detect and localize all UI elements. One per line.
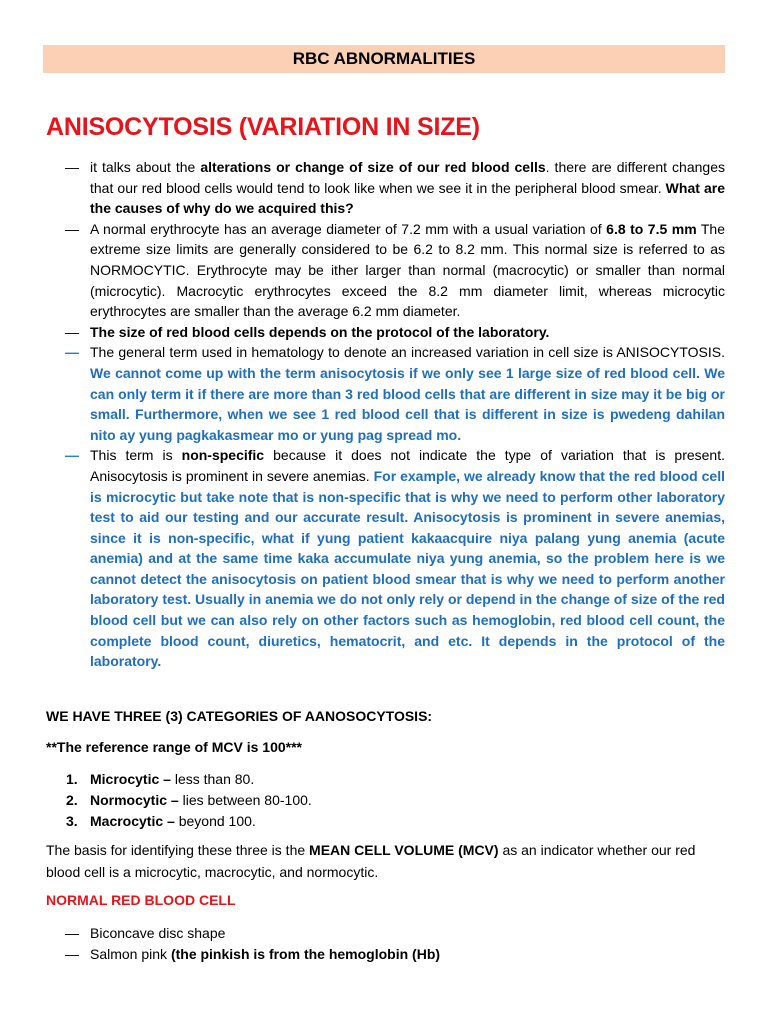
list-item: 2. Normocytic – lies between 80-100.	[66, 791, 312, 808]
dash-marker: —	[65, 220, 79, 237]
normal-rbc-list	[65, 923, 440, 964]
bullet-item: — Biconcave disc shape	[65, 923, 440, 944]
bullet-item-4: — The general term used in hematology to denote an increased variation in cell size is ANISOCYTOSIS. We cannot come up with the term anisocytosis if we only see 1 large size of red blood cell. We can only term it if there are more than 3 red blood cells that are different in size may it be big or small. Furthermore, when we see 1 red blood cell that is different in size is pwedeng dahilan nito ay yung pagkakasmear mo or yung pag spread mo.	[65, 344, 725, 443]
dash-marker: —	[65, 344, 79, 361]
bullet-item: — Salmon pink (the pinkish is from the hemoglobin (Hb)	[65, 944, 440, 965]
list-item: 3. Macrocytic – beyond 100.	[66, 812, 256, 829]
dash-marker: —	[65, 925, 79, 941]
basis-paragraph: The basis for identifying these three is the MEAN CELL VOLUME (MCV) as an indicator whether our red blood cell is a microcytic, macrocytic, and normocytic.	[46, 842, 696, 880]
page-heading: ANISOCYTOSIS (VARIATION IN SIZE)	[46, 113, 480, 141]
dash-marker: —	[65, 447, 79, 464]
list-item: 1. Microcytic – less than 80.	[66, 771, 255, 787]
reference-note: **The reference range of MCV is 100***	[46, 739, 302, 755]
bullet-item-1: — it talks about the alterations or change of size of our red blood cells. there are different changes that our red blood cells would tend to look like when we see it in the peripheral blood smear. What are the causes of why do we acquired this?	[65, 159, 725, 217]
bullet-item-3: — The size of red blood cells depends on the protocol of the laboratory.	[65, 322, 725, 343]
dash-marker: —	[65, 945, 79, 962]
bullet-item-2: — A normal erythrocyte has an average diameter of 7.2 mm with a usual variation of 6.8 to 7.5 mm The extreme size limits are generally considered to be 6.2 to 8.2 mm. This normal size is referred to as NORMOCYTIC. Erythrocyte may be ither larger than normal (macrocytic) or smaller than normal (microcytic). Macrocytic erythrocytes exceed the 8.2 mm diameter limit, whereas microcytic erythrocytes are smaller than the average 6.2 mm diameter.	[65, 220, 725, 320]
category-list	[66, 769, 312, 831]
normal-rbc-heading: NORMAL RED BLOOD CELL	[46, 892, 236, 908]
dash-marker: —	[65, 159, 79, 175]
dash-marker: —	[65, 323, 79, 340]
bullet-list	[65, 157, 725, 672]
categories-heading: WE HAVE THREE (3) CATEGORIES OF AANOSOCYTOSIS:	[46, 708, 433, 724]
bullet-item-5: — This term is non-specific because it does not indicate the type of variation that is present. Anisocytosis is prominent in severe anemias. For example, we already know that the red blood cell is microcytic but take note that is non-specific that is why we need to perform other laboratory test to aid our testing and our accurate result. Anisocytosis is prominent in severe anemias, since it is non-specific, what if yung patient kakaacquire niya palang yung anemia (acute anemia) and at the same time kaka accumulate niya yung anemia, so the problem here is we cannot detect the anisocytosis on patient blood smear that is why we need to perform another laboratory test. Usually in anemia we do not only rely or depend in the change of size of the red blood cell but we can also rely on other factors such as hemoglobin, red blood cell count, the complete blood count, diuretics, hematocrit, and etc. It depends in the protocol of the laboratory.	[65, 447, 725, 670]
section-title: RBC ABNORMALITIES	[43, 45, 725, 73]
